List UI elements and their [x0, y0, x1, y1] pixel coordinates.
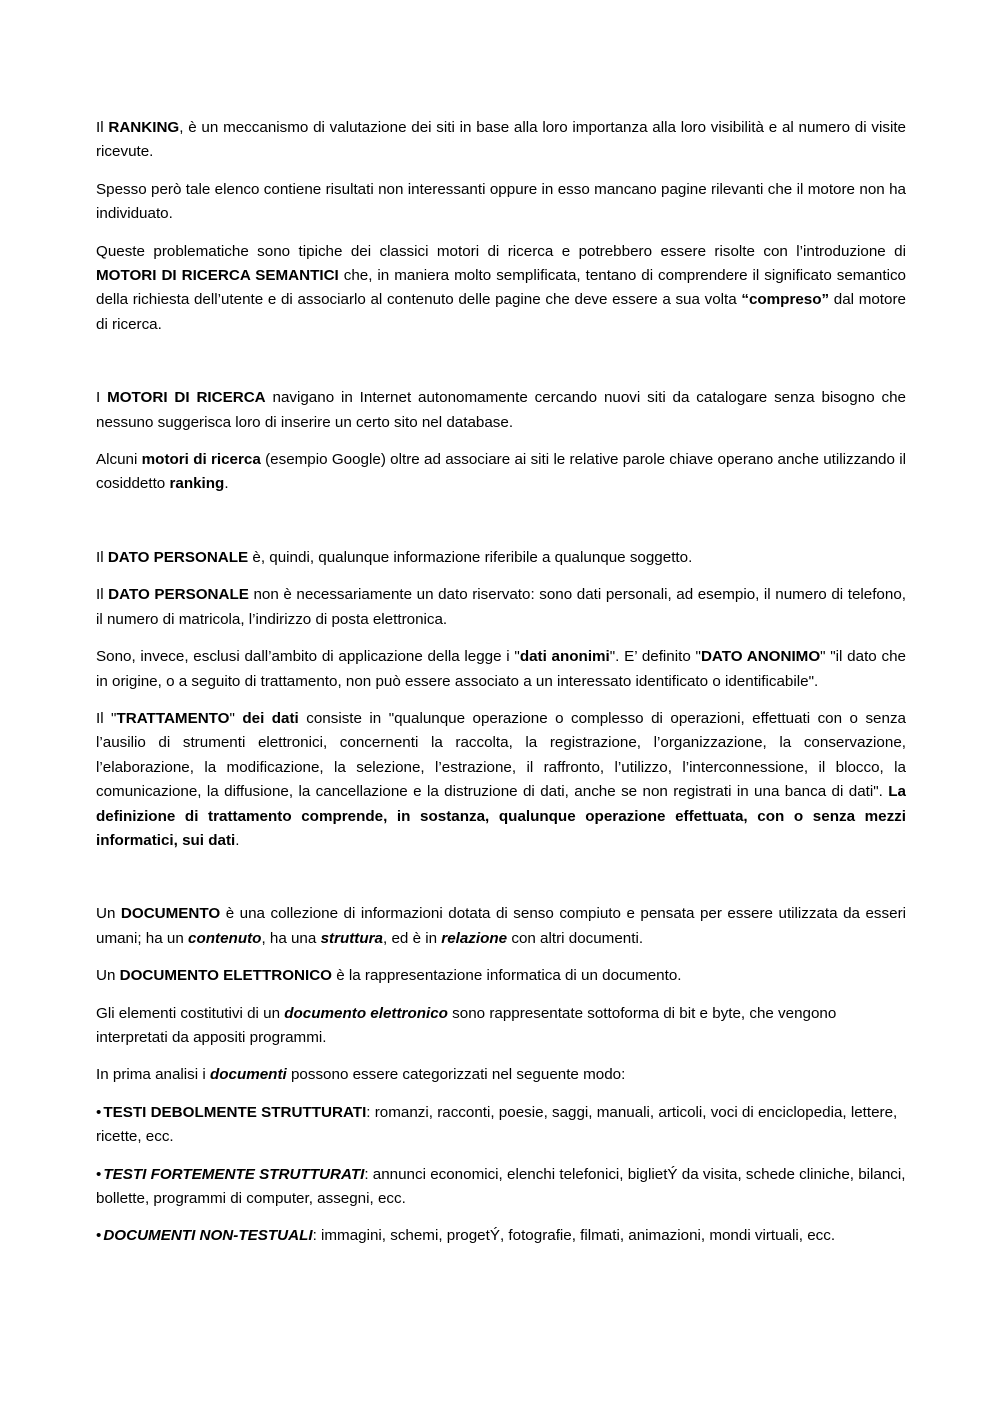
paragraph-dato-riservato: Il DATO PERSONALE non è necessariamente un dato riservato: sono dati personali, ad esempio, il numero di telefono, il numero di matricola, l’indirizzo di posta elettronica. [96, 586, 906, 628]
section-gap [96, 866, 906, 902]
paragraph-motori-di-ricerca: I MOTORI DI RICERCA navigano in Internet autonomamente cercando nuovi siti da catalogare senza bisogno che nessuno suggerisca loro di inserire un certo sito nel database. [96, 389, 906, 431]
bullet-icon: • [96, 1165, 102, 1183]
bullet-icon: • [96, 1103, 102, 1121]
paragraph-google: Alcuni motori di ricerca (esempio Google) oltre ad associare ai siti le relative parole chiave operano anche utilizzando il cosiddetto ranking. [96, 451, 906, 493]
paragraph-motori-semantici: Queste problematiche sono tipiche dei classici motori di ricerca e potrebbero essere risolte con l’introduzione di MOTORI DI RICERCA SEMANTICI che, in maniera molto semplificata, tentano di comprendere il significato semantico della richiesta dell’utente e di associarlo al contenuto delle pagine che deve essere a sua volta “compreso” dal motore di ricerca. [96, 242, 906, 333]
paragraph-elenco: Spesso però tale elenco contiene risultati non interessanti oppure in esso mancano pagine rilevanti che il motore non ha individuato. [96, 180, 906, 223]
paragraph-prima-analisi: In prima analisi i documenti possono essere categorizzati nel seguente modo: [96, 1066, 626, 1084]
paragraph-dati-anonimi: Sono, invece, esclusi dall’ambito di applicazione della legge i "dati anonimi". E’ definito "DATO ANONIMO" "il dato che in origine, o a seguito di trattamento, non può essere associato a un interessato identificato o identificabile". [96, 648, 906, 690]
paragraph-elementi-costitutivi: Gli elementi costitutivi di un documento elettronico sono rappresentate sottoforma di bit e byte, che vengono interpretati da appositi programmi. [96, 1004, 837, 1046]
paragraph-trattamento: Il "TRATTAMENTO" dei dati consiste in "qualunque operazione o complesso di operazioni, effettuati con o senza l’ausilio di strumenti elettronici, concernenti la raccolta, la registrazione, l’organizzazione, la conservazione, l’elaborazione, la modificazione, la selezione, l’estrazione, il raffronto, l’utilizzo, l’interconnessione, il blocco, la comunicazione, la diffusione, la cancellazione e la distruzione di dati, anche se non registrati in una banca di dati". La definizione di trattamento comprende, in sostanza, qualunque operazione effettuata, con o senza mezzi informatici, sui dati. [96, 709, 906, 849]
bullet-icon: • [96, 1227, 102, 1245]
section-gap [96, 510, 906, 546]
section-gap [96, 350, 906, 386]
paragraph-dato-personale: Il DATO PERSONALE è, quindi, qualunque informazione riferibile a qualunque soggetto. [96, 548, 693, 566]
bullet-testi-debolmente-strutturati: • TESTI DEBOLMENTE STRUTTURATI: romanzi, racconti, poesie, saggi, manuali, articoli, voci di enciclopedia, lettere, ricette, ecc. [96, 1103, 898, 1146]
paragraph-documento-elettronico: Un DOCUMENTO ELETTRONICO è la rappresentazione informatica di un documento. [96, 967, 682, 985]
bullet-documenti-non-testuali: • DOCUMENTI NON-TESTUALI: immagini, schemi, progetÝ, fotografie, filmati, animazioni, mondi virtuali, ecc. [96, 1227, 836, 1245]
bullet-testi-fortemente-strutturati: • TESTI FORTEMENTE STRUTTURATI: annunci economici, elenchi telefonici, biglietÝ da visita, schede cliniche, bilanci, bollette, programmi di computer, assegni, ecc. [96, 1165, 906, 1207]
paragraph-documento: Un DOCUMENTO è una collezione di informazioni dotata di senso compiuto e pensata per essere utilizzata da esseri umani; ha un contenuto, ha una struttura, ed è in relazione con altri documenti. [96, 905, 906, 947]
paragraph-ranking: Il RANKING, è un meccanismo di valutazione dei siti in base alla loro importanza alla loro visibilità e al numero di visite ricevute. [96, 119, 906, 161]
